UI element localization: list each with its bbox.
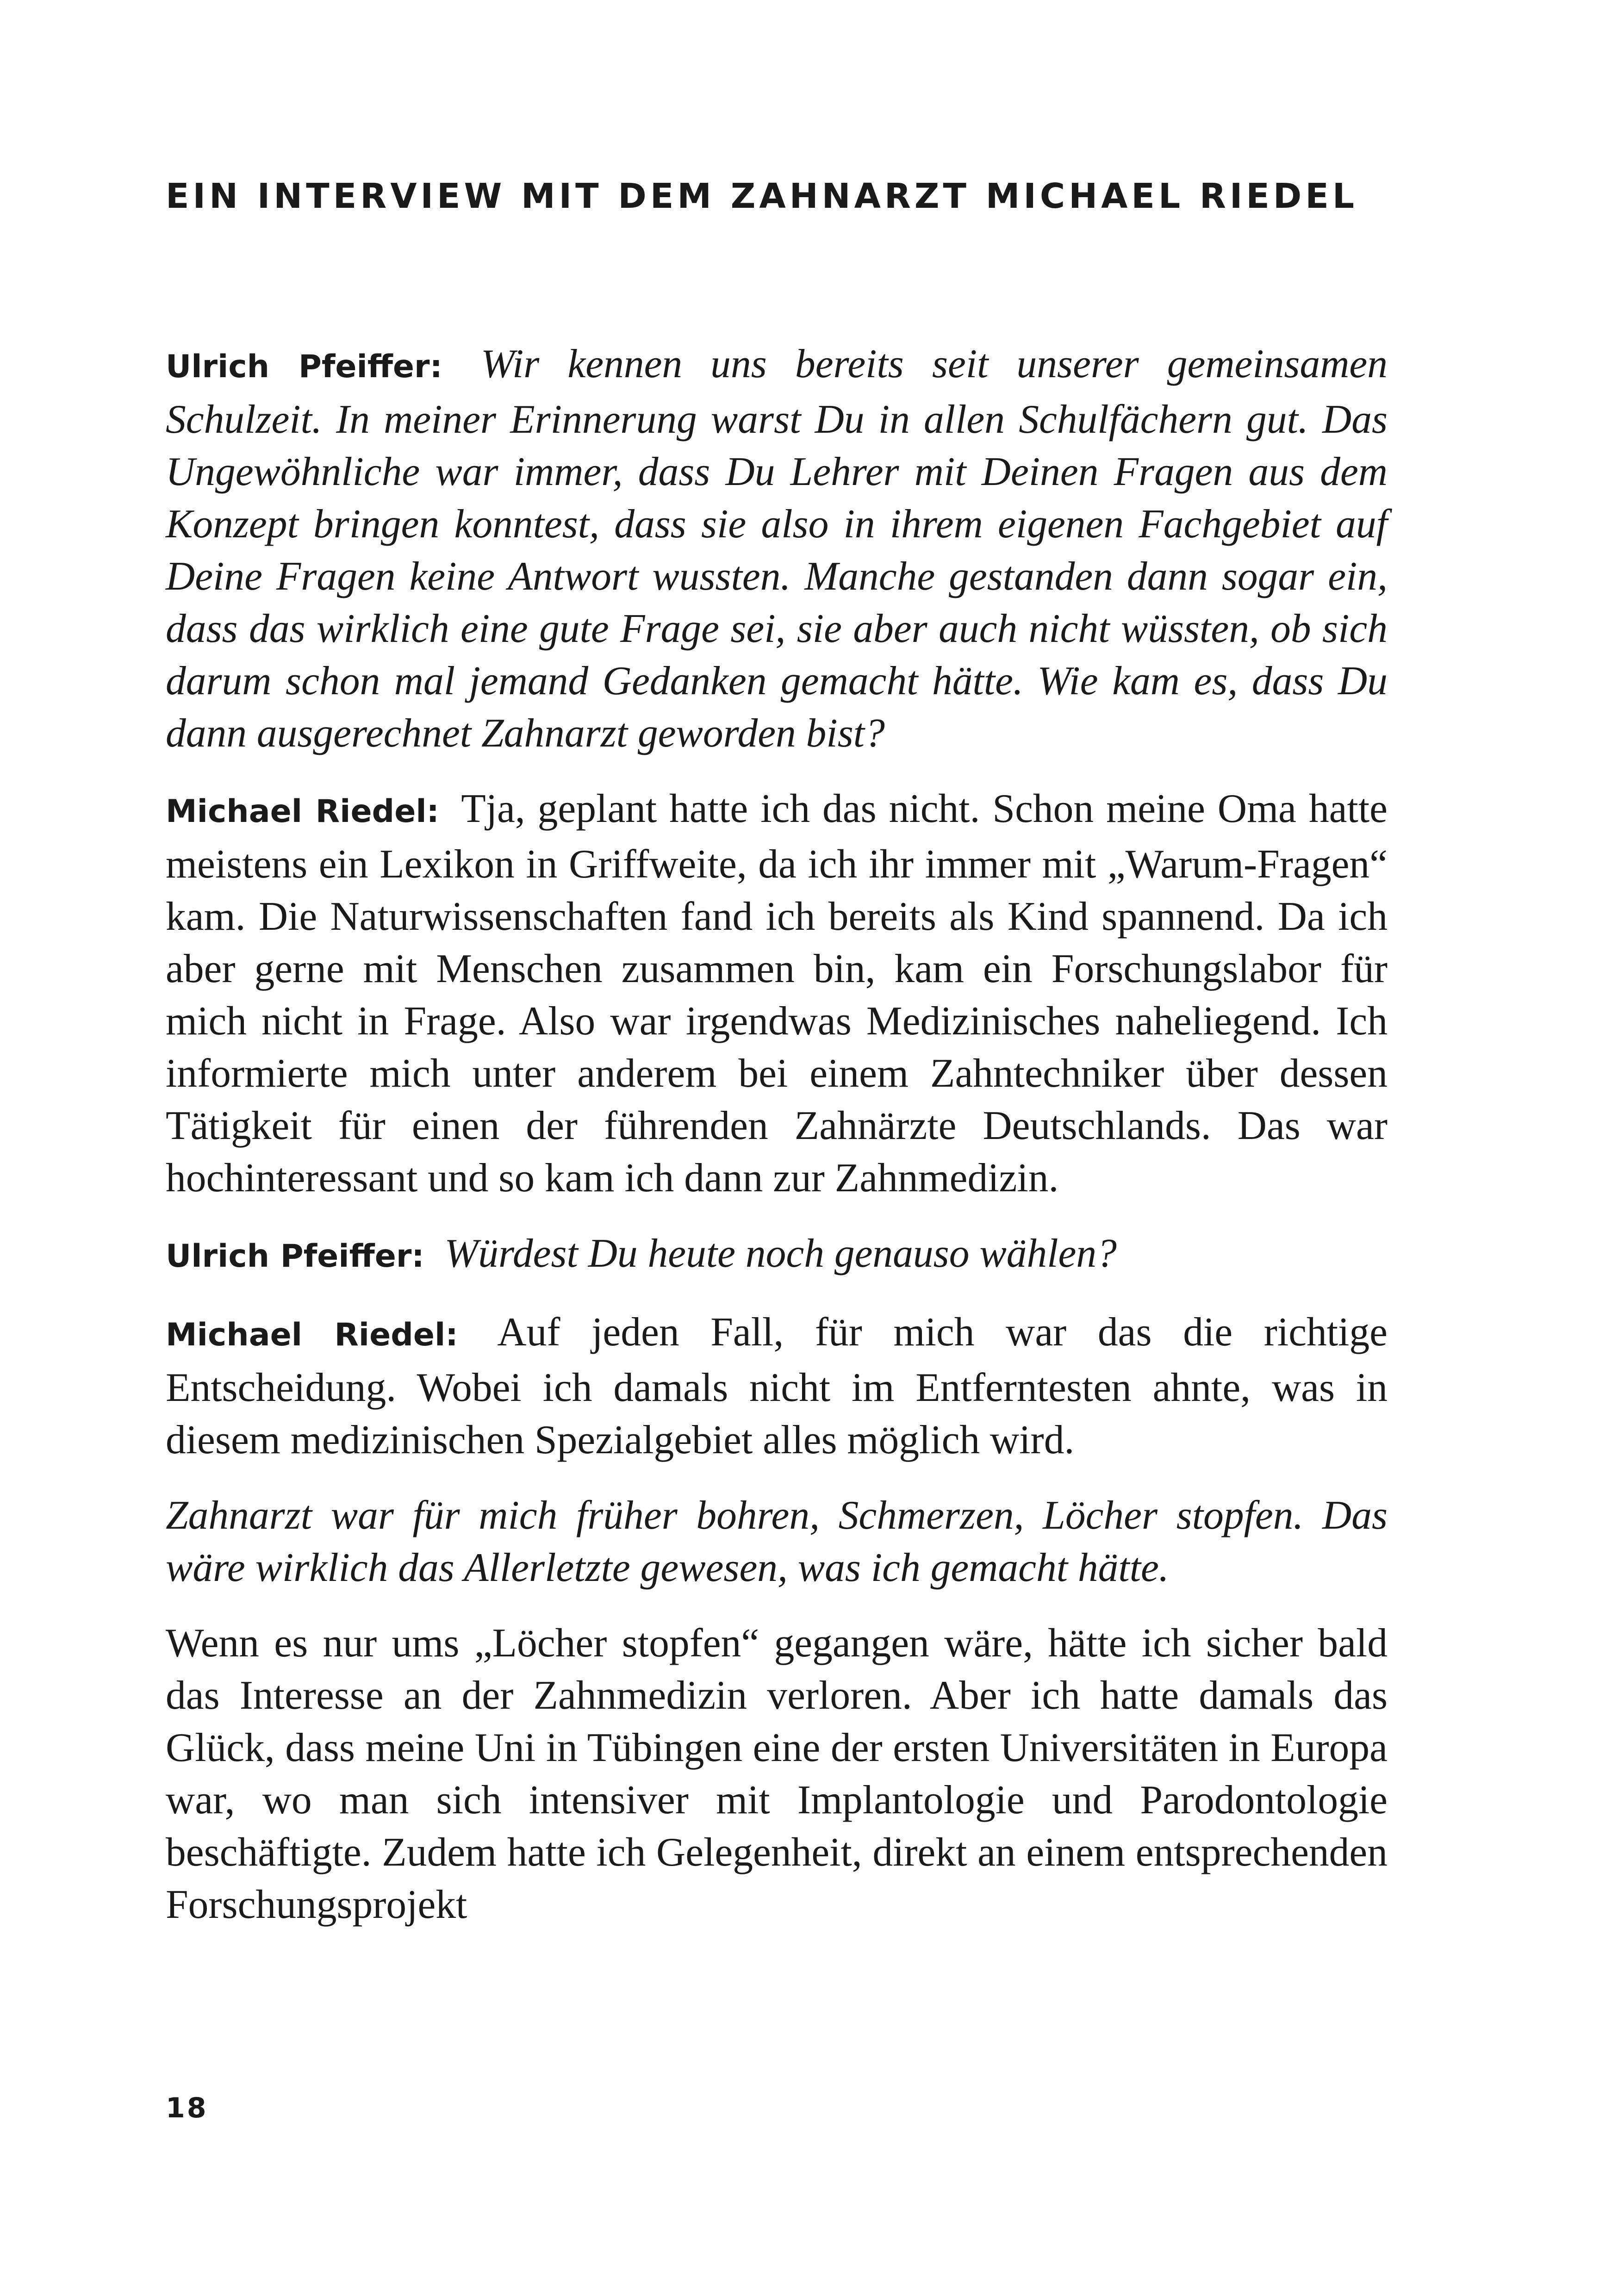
- speaker-label: Ulrich Pfeiffer:: [166, 348, 442, 385]
- speaker-label: Michael Riedel:: [166, 1316, 458, 1353]
- question-text: Wir kennen uns bereits seit unserer gemeinsamen Schulzeit. In meiner Erinnerung warst Du in allen Schulfächern gut. Das Ungewöhnliche war immer, dass Du Lehrer mit Deinen Fragen aus dem Konzept bringen konntest, dass sie also in ihrem eigenen Fachgebiet auf Deine Fragen keine Antwort wussten. Manche gestanden dann sogar ein, dass das wirklich eine gute Frage sei, sie aber auch nicht wüssten, ob sich darum schon mal jemand Gedanken gemacht hätte. Wie kam es, dass Du dann ausgerechnet Zahnarzt geworden bist?: [166, 341, 1388, 755]
- interview-question: Zahnarzt war für mich früher bohren, Schmerzen, Löcher stopfen. Das wäre wirklich das Allerletzte gewesen, was ich gemacht hätte.: [166, 1492, 1388, 1590]
- speaker-label: Ulrich Pfeiffer:: [166, 1238, 424, 1275]
- interview-answer: [166, 1306, 1388, 1466]
- speaker-label: Michael Riedel:: [166, 793, 439, 830]
- interview-answer: Wenn es nur ums „Löcher stopfen“ gegangen wäre, hätte ich sicher bald das Interesse an der Zahnmedizin verloren. Aber ich hatte damals das Glück, dass meine Uni in Tübingen eine der ersten Universitäten in Europa war, wo man sich intensiver mit Implantologie und Parodontologie beschäftigte. Zudem hatte ich Gelegenheit, direkt an einem entsprechenden Forschungsprojekt: [166, 1620, 1388, 1927]
- page-number: 18: [166, 2092, 208, 2124]
- interview-answer: [166, 782, 1388, 1204]
- answer-text: Auf jeden Fall, für mich war das die richtige Entscheidung. Wobei ich damals nicht im Entferntesten ahnte, was in diesem medizinischen Spezialgebiet alles möglich wird.: [166, 1309, 1388, 1462]
- question-text: Würdest Du heute noch genauso wählen?: [444, 1230, 1117, 1276]
- answer-text: Tja, geplant hatte ich das nicht. Schon meine Oma hatte meistens ein Lexikon in Griffweite, da ich ihr immer mit „Warum-Fragen“ kam. Die Naturwissenschaften fand ich bereits als Kind spannend. Da ich aber gerne mit Menschen zusammen bin, kam ein Forschungslabor für mich nicht in Frage. Also war irgendwas Medizinisches naheliegend. Ich informierte mich unter anderem bei einem Zahntechniker über dessen Tätigkeit für einen der führenden Zahnärzte Deutschlands. Das war hochinteressant und so kam ich dann zur Zahnmedizin.: [166, 785, 1388, 1200]
- chapter-title: EIN INTERVIEW MIT DEM ZAHNARZT MICHAEL RIEDEL: [166, 176, 1358, 216]
- interview-question: [166, 1227, 1388, 1282]
- book-page: [166, 176, 1388, 1954]
- interview-question: [166, 337, 1388, 759]
